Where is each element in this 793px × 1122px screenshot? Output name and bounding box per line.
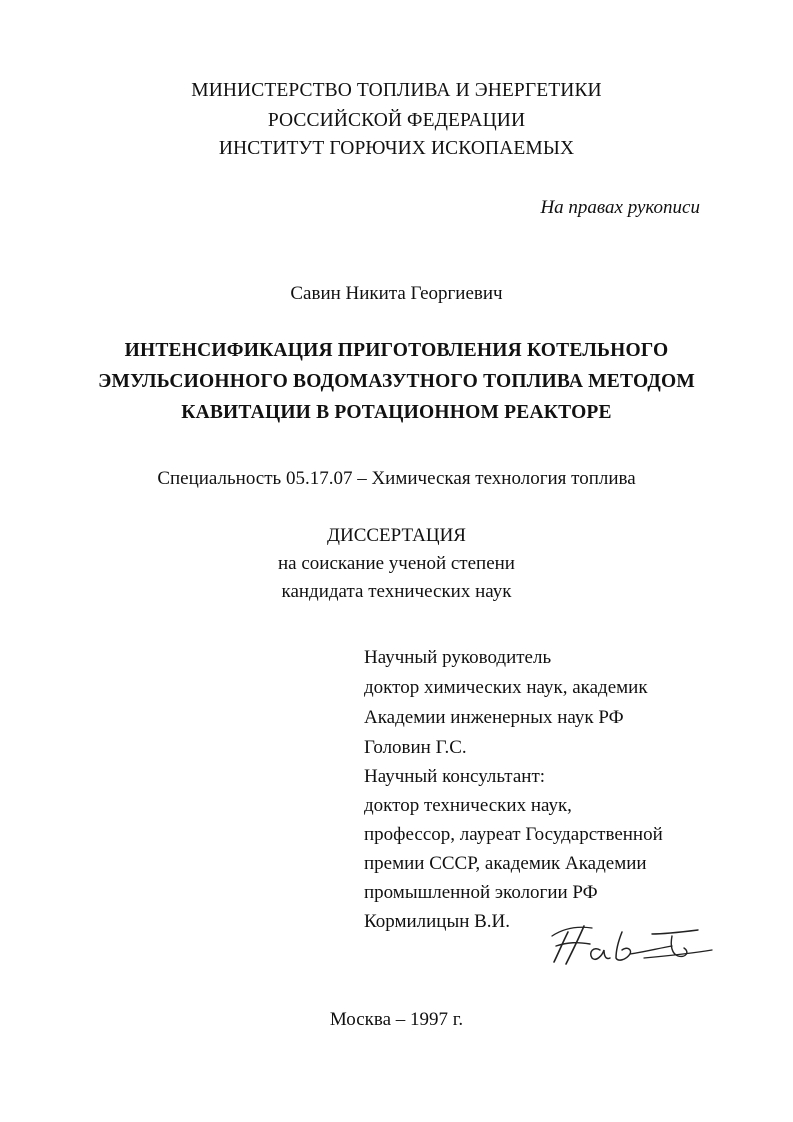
ministry-line-1: МИНИСТЕРСТВО ТОПЛИВА И ЭНЕРГЕТИКИ <box>191 80 602 101</box>
footer-city-year: Москва – 1997 г. <box>329 1009 464 1030</box>
title-line-1: ИНТЕНСИФИКАЦИЯ ПРИГОТОВЛЕНИЯ КОТЕЛЬНОГО <box>124 340 669 361</box>
advisor-line: Головин Г.С. <box>364 737 467 758</box>
advisor-line: Научный руководитель <box>364 647 552 668</box>
advisor-line: премии СССР, академик Академии <box>364 853 647 874</box>
advisor-line: профессор, лауреат Государственной <box>364 824 663 845</box>
institute-line: ИНСТИТУТ ГОРЮЧИХ ИСКОПАЕМЫХ <box>218 138 575 159</box>
advisor-line: доктор технических наук, <box>364 795 572 816</box>
handwritten-signature <box>548 912 718 972</box>
dissertation-field-line: кандидата технических наук <box>281 581 512 602</box>
ministry-line-2: РОССИЙСКОЙ ФЕДЕРАЦИИ <box>267 110 526 131</box>
advisor-line: доктор химических наук, академик <box>364 677 648 698</box>
author-name: Савин Никита Георгиевич <box>290 283 503 304</box>
advisor-line: промышленной экологии РФ <box>364 882 598 903</box>
dissertation-label: ДИССЕРТАЦИЯ <box>327 525 466 546</box>
title-line-2: ЭМУЛЬСИОННОГО ВОДОМАЗУТНОГО ТОПЛИВА МЕТОДОМ <box>98 371 695 392</box>
advisor-line: Академии инженерных наук РФ <box>364 707 624 728</box>
advisor-line: Кормилицын В.И. <box>364 911 511 932</box>
manuscript-note: На правах рукописи <box>540 197 700 218</box>
advisor-line: Научный консультант: <box>364 766 546 787</box>
title-line-3: КАВИТАЦИИ В РОТАЦИОННОМ РЕАКТОРЕ <box>181 402 612 423</box>
dissertation-degree-line: на соискание ученой степени <box>278 553 515 574</box>
specialty-line: Специальность 05.17.07 – Химическая технология топлива <box>157 468 636 489</box>
